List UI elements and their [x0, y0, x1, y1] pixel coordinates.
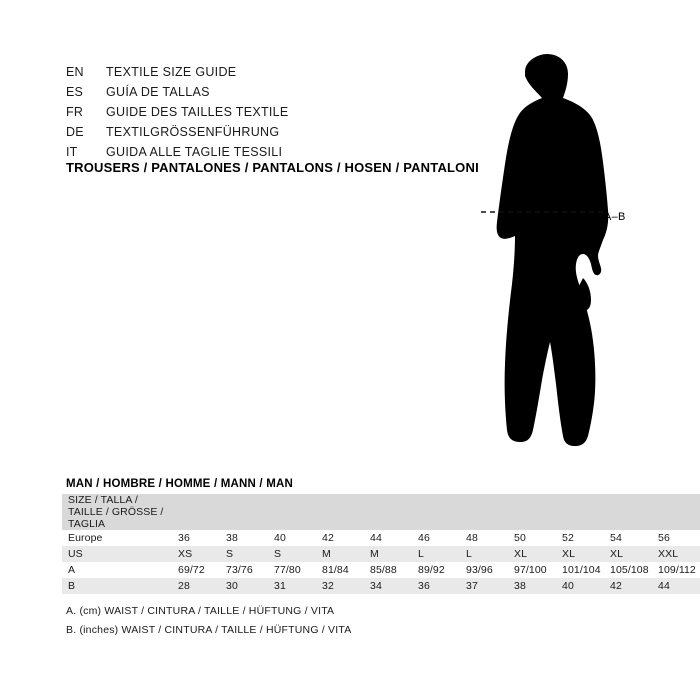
table-cell: 89/92 [412, 562, 460, 578]
table-cell: S [220, 546, 268, 562]
language-code: IT [66, 145, 78, 159]
table-cell: XXL [652, 546, 700, 562]
man-silhouette-figure [455, 50, 655, 460]
table-cell: L [460, 546, 508, 562]
language-row [66, 82, 466, 102]
gender-label: MAN / HOMBRE / HOMME / MANN / MAN [66, 478, 294, 490]
language-code: DE [66, 125, 84, 139]
language-row [66, 142, 466, 162]
table-cell: 93/96 [460, 562, 508, 578]
footnote-b: B. (inches) WAIST / CINTURA / TAILLE / HÜFTUNG / VITA [66, 624, 352, 636]
table-cell: 73/76 [220, 562, 268, 578]
table-cell: 105/108 [604, 562, 652, 578]
language-text: GUIDE DES TAILLES TEXTILE [106, 105, 289, 119]
table-cell: 77/80 [268, 562, 316, 578]
table-cell: 38 [220, 530, 268, 546]
table-cell: 34 [364, 578, 412, 594]
table-cell: 31 [268, 578, 316, 594]
table-cell: 30 [220, 578, 268, 594]
footnote-a: A. (cm) WAIST / CINTURA / TAILLE / HÜFTUNG / VITA [66, 605, 335, 617]
measurement-label-ab: A–B [604, 211, 626, 223]
table-row [62, 578, 700, 594]
table-cell: 69/72 [172, 562, 220, 578]
footnotes [66, 602, 351, 640]
table-cell: 85/88 [364, 562, 412, 578]
table-header-row [62, 494, 700, 530]
table-cell: 48 [460, 530, 508, 546]
language-code: ES [66, 85, 84, 99]
table-row [62, 546, 700, 562]
table-cell: 81/84 [316, 562, 364, 578]
language-text: GUÍA DE TALLAS [106, 85, 210, 99]
table-cell: 44 [652, 578, 700, 594]
table-cell: L [412, 546, 460, 562]
table-cell: 44 [364, 530, 412, 546]
language-code: EN [66, 65, 84, 79]
table-cell: XL [508, 546, 556, 562]
row-label: Europe [62, 530, 172, 546]
table-cell: XS [172, 546, 220, 562]
table-cell: S [268, 546, 316, 562]
table-cell: 52 [556, 530, 604, 546]
table-row [62, 530, 700, 546]
language-text: GUIDA ALLE TAGLIE TESSILI [106, 145, 283, 159]
table-cell: 36 [172, 530, 220, 546]
language-row [66, 62, 466, 82]
table-cell: 50 [508, 530, 556, 546]
table-cell: 40 [556, 578, 604, 594]
table-cell: 46 [412, 530, 460, 546]
table-cell: 109/112 [652, 562, 700, 578]
language-row [66, 122, 466, 142]
language-row [66, 102, 466, 122]
table-cell: XL [604, 546, 652, 562]
language-list [66, 62, 466, 162]
language-text: TEXTILE SIZE GUIDE [106, 65, 237, 79]
language-text: TEXTILGRÖSSENFÜHRUNG [106, 125, 280, 139]
language-code: FR [66, 105, 84, 119]
table-row [62, 562, 700, 578]
table-cell: 37 [460, 578, 508, 594]
size-table [62, 494, 700, 594]
row-label: B [62, 578, 172, 594]
table-cell: XL [556, 546, 604, 562]
table-cell: 101/104 [556, 562, 604, 578]
garment-title: TROUSERS / PANTALONES / PANTALONS / HOSEN / PANTALONI [66, 160, 479, 175]
table-cell: 54 [604, 530, 652, 546]
table-cell: 56 [652, 530, 700, 546]
table-cell: 40 [268, 530, 316, 546]
table-cell: 32 [316, 578, 364, 594]
silhouette-icon [455, 50, 655, 460]
table-cell: 42 [604, 578, 652, 594]
table-cell: M [316, 546, 364, 562]
row-label: US [62, 546, 172, 562]
table-header-label: SIZE / TALLA / TAILLE / GRÖSSE / TAGLIA [62, 494, 172, 530]
table-cell: 28 [172, 578, 220, 594]
row-label: A [62, 562, 172, 578]
table-cell: M [364, 546, 412, 562]
table-cell: 97/100 [508, 562, 556, 578]
table-cell: 36 [412, 578, 460, 594]
table-cell: 42 [316, 530, 364, 546]
table-cell: 38 [508, 578, 556, 594]
